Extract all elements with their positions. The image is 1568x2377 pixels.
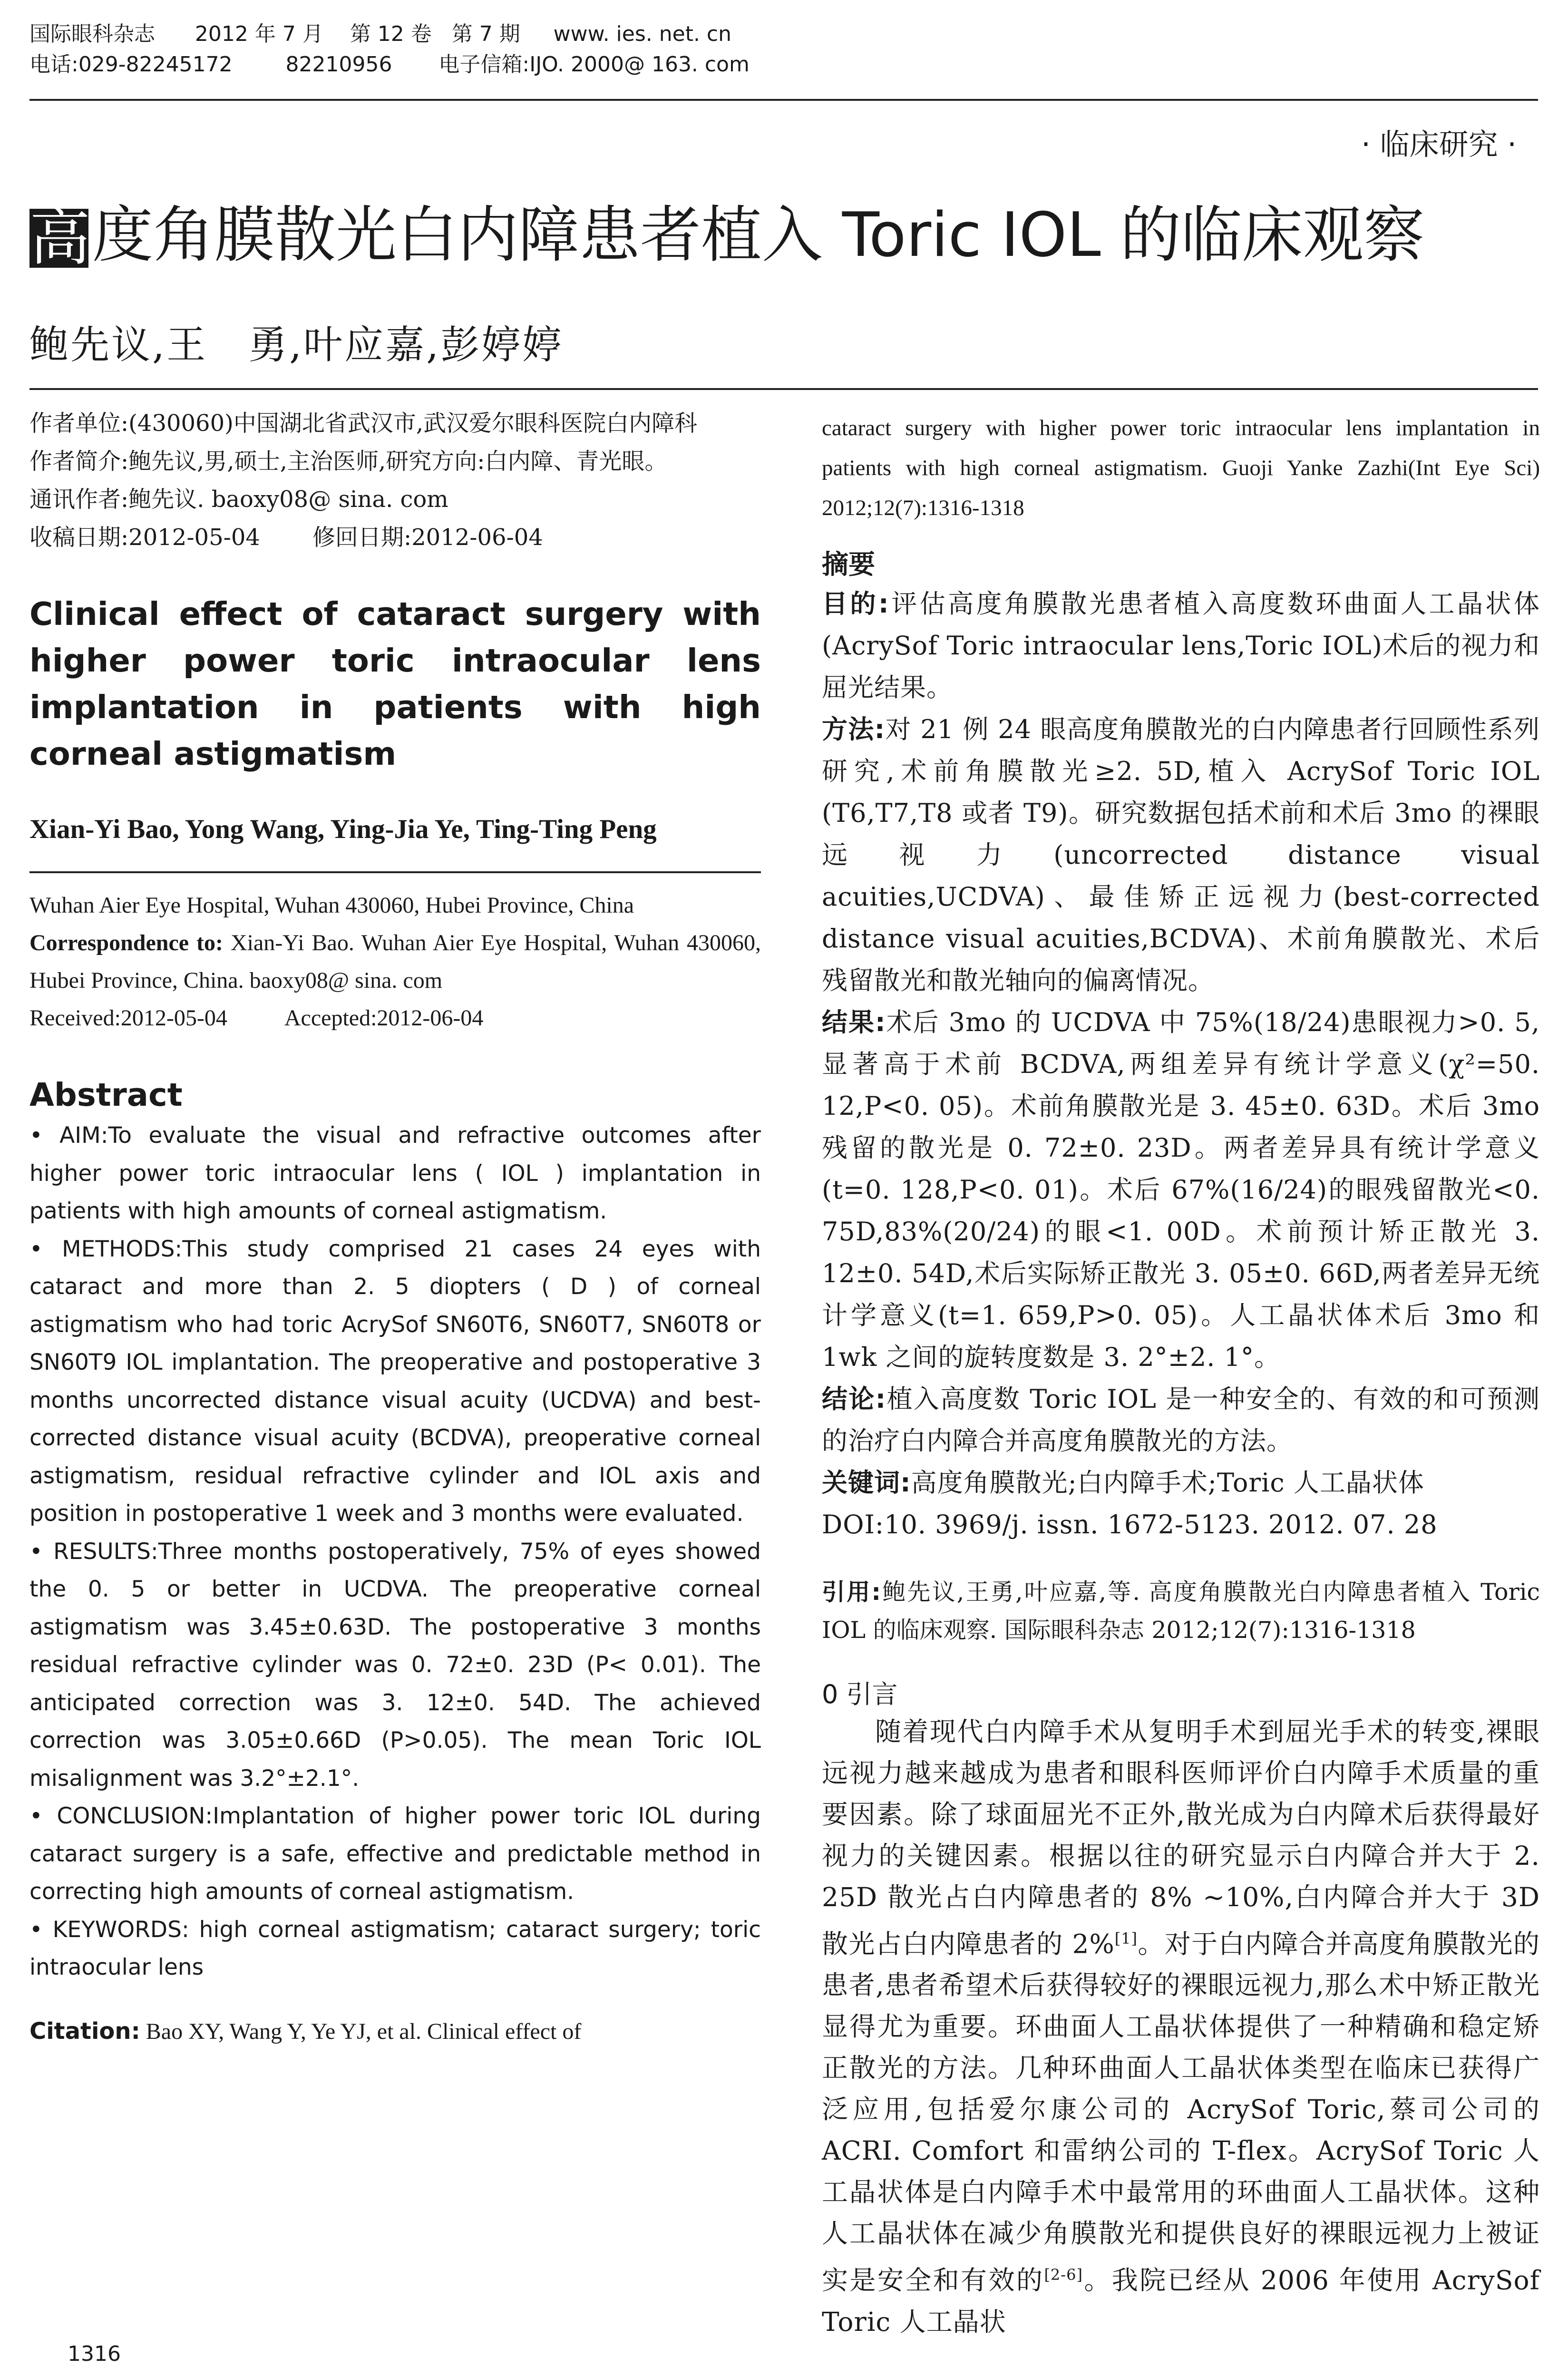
abstract-methods: • METHODS:This study comprised 21 cases 24 eyes with cataract and more than 2. 5 diopters ( D ) of corneal astigmatism who had toric AcrySof SN60T6, SN60T7, SN60T8 or SN60T9 IOL implantation. The preoperative and postoperative 3 months uncorrected distance visual acuity (UCDVA) and best-corrected distance visual acuity (BCDVA), preoperative corneal astigmatism, residual refractive cylinder and IOL axis and position in postoperative 1 week and 3 months were evaluated. bbox=[29, 1236, 761, 1527]
intro-paragraph bbox=[822, 1711, 1540, 2343]
intro-heading: 0 引言 bbox=[822, 1679, 898, 1709]
ref-1[interactable]: [1] bbox=[1114, 1929, 1138, 1948]
abstract-cn-heading: 摘要 bbox=[822, 549, 875, 580]
accepted-date-en: Accepted:2012-06-04 bbox=[284, 1005, 484, 1031]
citation-cn-text: 鲍先议,王勇,叶应嘉,等. 高度角膜散光白内障患者植入 Toric IOL 的临床观察. 国际眼科杂志 2012;12(7):1316-1318 bbox=[822, 1578, 1540, 1644]
header-rule bbox=[29, 99, 1538, 101]
journal-name: 国际眼科杂志 bbox=[29, 22, 155, 46]
doi: DOI:10. 3969/j. issn. 1672-5123. 2012. 07. 28 bbox=[822, 1510, 1438, 1539]
left-column bbox=[29, 404, 761, 2051]
page-number: 1316 bbox=[68, 2342, 121, 2366]
author-info-cn bbox=[29, 404, 761, 556]
ref-2-6[interactable]: [2-6] bbox=[1044, 2266, 1083, 2284]
running-header bbox=[29, 19, 1538, 80]
citation-text: Bao XY, Wang Y, Ye YJ, et al. Clinical effect of bbox=[146, 2018, 582, 2044]
citation-en-continued: cataract surgery with higher power toric intraocular lens implantation in patients with high corneal astigmatism. Guoji Yanke Zazhi(Int Eye Sci) 2012;12(7):1316-1318 bbox=[822, 416, 1540, 520]
volume: 第 12 卷 bbox=[350, 22, 432, 46]
author-unit: 作者单位:(430060)中国湖北省武汉市,武汉爱尔眼科医院白内障科 bbox=[29, 410, 698, 437]
abstract-en bbox=[29, 1117, 761, 1987]
abstract-cn-results bbox=[822, 1002, 1540, 1378]
results-label-cn: 结果: bbox=[822, 1007, 886, 1037]
right-column bbox=[822, 404, 1540, 2343]
intro-text-3: 。我院已经从 2006 年使用 AcrySof Toric 人工晶状 bbox=[822, 2265, 1540, 2337]
english-title: Clinical effect of cataract surgery with higher power toric intraocular lens implantation in patients with high corneal astigmatism bbox=[29, 595, 761, 772]
received-date-cn: 收稿日期:2012-05-04 bbox=[29, 524, 260, 551]
corresponding-author: 通讯作者:鲍先议. baoxy08@ sina. com bbox=[29, 486, 448, 513]
issue-number: 第 7 期 bbox=[451, 22, 520, 46]
dates-cn bbox=[29, 518, 761, 556]
citation-cn-label: 引用: bbox=[822, 1578, 881, 1606]
abstract-keywords: • KEYWORDS: high corneal astigmatism; cataract surgery; toric intraocular lens bbox=[29, 1916, 761, 1980]
title-dropcap: 高 bbox=[29, 203, 91, 273]
affiliation-rule bbox=[29, 871, 761, 873]
affiliation-block bbox=[29, 887, 761, 1037]
abstract-cn-keywords bbox=[822, 1462, 1540, 1504]
section-tag: · 临床研究 · bbox=[1361, 127, 1517, 162]
aim-text-cn: 评估高度角膜散光患者植入高度数环曲面人工晶状体(AcrySof Toric intraocular lens,Toric IOL)术后的视力和屈光结果。 bbox=[822, 589, 1540, 702]
abstract-cn-conclusion bbox=[822, 1378, 1540, 1462]
citation-en bbox=[29, 2012, 761, 2051]
intro-text-1: 随着现代白内障手术从复明手术到屈光手术的转变,裸眼远视力越来越成为患者和眼科医师评价白内障手术质量的重要因素。除了球面屈光不正外,散光成为白内障术后获得最好视力的关键因素。根据以往的研究显示白内障合并大于 2. 25D 散光占白内障患者的 8% ~10%,白内障合并大于 3D 散光占白内障患者的 2% bbox=[822, 1716, 1540, 1959]
correspondence bbox=[29, 924, 761, 999]
dates-en bbox=[29, 999, 761, 1037]
keywords-label-cn: 关键词: bbox=[822, 1468, 911, 1498]
header-line-2 bbox=[29, 49, 1538, 80]
affiliation: Wuhan Aier Eye Hospital, Wuhan 430060, Hubei Province, China bbox=[29, 893, 634, 918]
results-text-cn: 术后 3mo 的 UCDVA 中 75%(18/24)患眼视力>0. 5,显著高于术前 BCDVA,两组差异有统计学意义(χ²=50. 12,P<0. 05)。术前角膜散光是 3. 45±0. 63D。术后 3mo 残留的散光是 0. 72±0. 23D。两者差异具有统计学意义(t=0. 128,P<0. 01)。术后 67%(16/24)的眼残留散光<0. 75D,83%(20/24)的眼<1. 00D。术前预计矫正散光 3. 12±0. 54D,术后实际矫正散光 3. 05±0. 66D,两者差异无统计学意义(t=1. 659,P>0. 05)。人工晶状体术后 3mo 和 1wk 之间的旋转度数是 3. 2°±2. 1°。 bbox=[822, 1007, 1540, 1372]
aim-label-cn: 目的: bbox=[822, 589, 889, 619]
methods-text-cn: 对 21 例 24 眼高度角膜散光的白内障患者行回顾性系列研究,术前角膜散光≥2. 5D,植入 AcrySof Toric IOL (T6,T7,T8 或者 T9)。研究数据包括术前和术后 3mo 的裸眼远视力(uncorrected distance visual acuities,UCDVA)、最佳矫正远视力(best-corrected distance visual acuities,BCDVA)、术前角膜散光、术后残留散光和散光轴向的偏离情况。 bbox=[822, 714, 1540, 995]
received-date-en: Received:2012-05-04 bbox=[29, 1005, 227, 1031]
keywords-text-cn: 高度角膜散光;白内障手术;Toric 人工晶状体 bbox=[911, 1468, 1424, 1498]
header-line-1 bbox=[29, 19, 1538, 49]
abstract-cn-aim bbox=[822, 583, 1540, 709]
intro-text-2: 。对于白内障合并高度角膜散光的患者,患者希望术后获得较好的裸眼远视力,那么术中矫正散光显得尤为重要。环曲面人工晶状体提供了一种精确和稳定矫正散光的方法。几种环曲面人工晶状体类型在临床已获得广泛应用,包括爱尔康公司的 AcrySof Toric,蔡司公司的 ACRI. Comfort 和雷纳公司的 T-flex。AcrySof Toric 人工晶状体是白内障手术中最常用的环曲面人工晶状体。这种人工晶状体在减少角膜散光和提供良好的裸眼远视力上被证实是安全和有效的 bbox=[822, 1929, 1540, 2296]
email[interactable]: 电子信箱:IJO. 2000@ 163. com bbox=[438, 52, 750, 77]
author-bio: 作者简介:鲍先议,男,硕士,主治医师,研究方向:白内障、青光眼。 bbox=[29, 448, 668, 475]
citation-label: Citation: bbox=[29, 2017, 140, 2045]
revised-date-cn: 修回日期:2012-06-04 bbox=[312, 524, 543, 551]
english-authors: Xian-Yi Bao, Yong Wang, Ying-Jia Ye, Ting-Ting Peng bbox=[29, 814, 657, 844]
journal-website[interactable]: www. ies. net. cn bbox=[553, 22, 731, 46]
conclusion-label-cn: 结论: bbox=[822, 1384, 886, 1414]
title-text: 度角膜散光白内障患者植入 Toric IOL 的临床观察 bbox=[92, 200, 1425, 271]
phone: 电话:029-82245172 bbox=[29, 52, 233, 77]
title-rule bbox=[29, 388, 1538, 390]
methods-label-cn: 方法: bbox=[822, 714, 886, 744]
abstract-cn-methods bbox=[822, 709, 1540, 1002]
conclusion-text-cn: 植入高度数 Toric IOL 是一种安全的、有效的和可预测的治疗白内障合并高度角膜散光的方法。 bbox=[822, 1384, 1540, 1456]
abstract-heading: Abstract bbox=[29, 1076, 183, 1113]
abstract-cn bbox=[822, 583, 1540, 1546]
issue-date: 2012 年 7 月 bbox=[195, 22, 323, 46]
article-title bbox=[29, 200, 1542, 271]
citation-cn bbox=[822, 1573, 1540, 1649]
phone-2: 82210956 bbox=[285, 52, 392, 77]
authors-cn: 鲍先议,王 勇,叶应嘉,彭婷婷 bbox=[29, 322, 564, 368]
abstract-results: • RESULTS:Three months postoperatively, 75% of eyes showed the 0. 5 or better in UCDVA. The preoperative corneal astigmatism was 3.45±0.63D. The postoperative 3 months residual refractive cylinder was 0. 72±0. 23D (P< 0.01). The anticipated correction was 3. 12±0. 54D. The achieved correction was 3.05±0.66D (P>0.05). The mean Toric IOL misalignment was 3.2°±2.1°. bbox=[29, 1538, 761, 1792]
abstract-conclusion: • CONCLUSION:Implantation of higher power toric IOL during cataract surgery is a safe, effective and predictable method in correcting high amounts of corneal astigmatism. bbox=[29, 1803, 761, 1905]
correspondence-label: Correspondence to: bbox=[29, 930, 223, 955]
correspondence-text: Xian-Yi Bao. Wuhan Aier Eye Hospital, Wuhan 430060, Hubei Province, China. baoxy08@ sina. com bbox=[29, 930, 761, 993]
abstract-aim: • AIM:To evaluate the visual and refractive outcomes after higher power toric intraocular lens ( IOL ) implantation in patients with high amounts of corneal astigmatism. bbox=[29, 1122, 761, 1224]
